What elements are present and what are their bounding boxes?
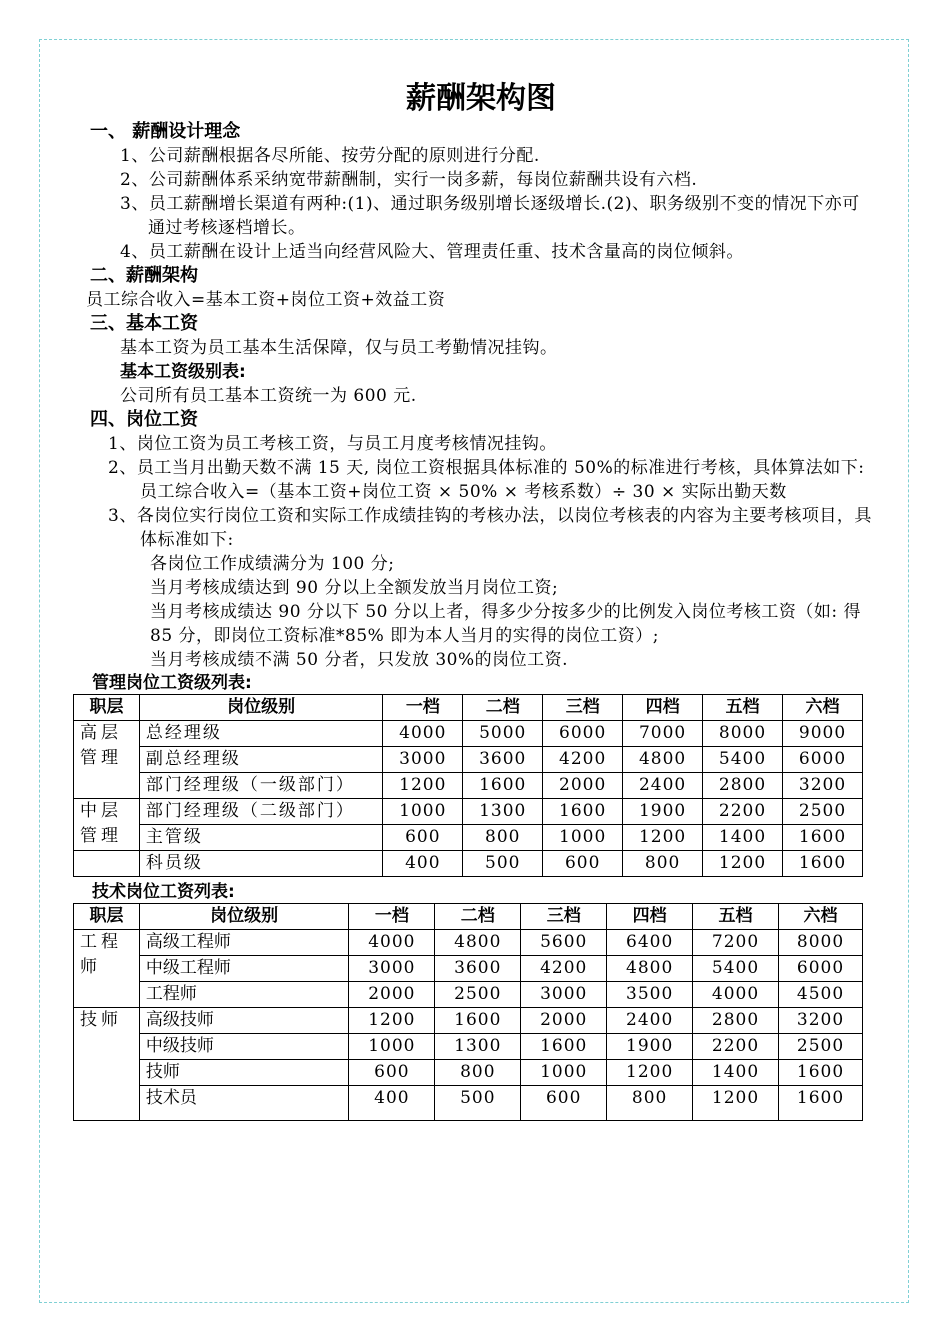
value-cell: 5400 xyxy=(703,747,783,773)
header-cell: 一档 xyxy=(349,904,435,930)
value-cell: 3200 xyxy=(779,1008,863,1034)
level-cell: 工程师 xyxy=(139,982,349,1008)
mgmt-salary-table xyxy=(73,694,863,877)
section-1-heading: 一、 薪酬设计理念 xyxy=(90,121,241,142)
value-cell: 2400 xyxy=(623,773,703,799)
table-row xyxy=(74,799,863,825)
value-cell: 1600 xyxy=(521,1034,607,1060)
header-cell: 四档 xyxy=(607,904,693,930)
group-cell: 工程师 xyxy=(74,930,140,1008)
value-cell: 2500 xyxy=(779,1034,863,1060)
value-cell: 1000 xyxy=(543,825,623,851)
table-row xyxy=(74,956,863,982)
section-4-item: 3、各岗位实行岗位工资和实际工作成绩挂钩的考核办法，以岗位考核表的内容为主要考核项目，具体标准如下: xyxy=(108,506,872,550)
tech-table-caption: 技术岗位工资列表: xyxy=(92,882,235,902)
page-title: 薪酬架构图 xyxy=(406,81,556,116)
value-cell: 600 xyxy=(521,1086,607,1121)
value-cell: 1200 xyxy=(693,1086,779,1121)
section-4-heading: 四、岗位工资 xyxy=(90,409,198,430)
header-cell: 一档 xyxy=(383,695,463,721)
value-cell: 5000 xyxy=(463,721,543,747)
header-cell: 二档 xyxy=(435,904,521,930)
section-3-heading: 三、基本工资 xyxy=(90,313,198,334)
value-cell: 1200 xyxy=(703,851,783,877)
level-cell: 部门经理级（一级部门） xyxy=(139,773,382,799)
header-cell: 三档 xyxy=(543,695,623,721)
value-cell: 2200 xyxy=(703,799,783,825)
level-cell: 技术员 xyxy=(139,1086,349,1121)
value-cell: 2500 xyxy=(783,799,863,825)
value-cell: 1200 xyxy=(383,773,463,799)
value-cell: 1900 xyxy=(623,799,703,825)
header-cell: 五档 xyxy=(703,695,783,721)
value-cell: 800 xyxy=(623,851,703,877)
level-cell: 中级工程师 xyxy=(139,956,349,982)
value-cell: 1000 xyxy=(383,799,463,825)
value-cell: 1000 xyxy=(349,1034,435,1060)
section-3-note: 公司所有员工基本工资统一为 600 元. xyxy=(120,386,417,406)
header-cell: 四档 xyxy=(623,695,703,721)
value-cell: 800 xyxy=(463,825,543,851)
value-cell: 2000 xyxy=(349,982,435,1008)
value-cell: 8000 xyxy=(779,930,863,956)
value-cell: 1200 xyxy=(349,1008,435,1034)
value-cell: 5600 xyxy=(521,930,607,956)
section-1-item: 3、员工薪酬增长渠道有两种:(1)、通过职务级别增长逐级增长.(2)、职务级别不变的情况下亦可通过考核逐档增长。 xyxy=(120,194,860,238)
value-cell: 1400 xyxy=(703,825,783,851)
rule-item: 当月考核成绩达 90 分以下 50 分以上者，得多少分按多少的比例发入岗位考核工资（如: 得 85 分，即岗位工资标准*85% 即为本人当月的实得的岗位工资）; xyxy=(150,602,862,646)
table-row xyxy=(74,1034,863,1060)
tech-salary-table xyxy=(73,903,863,1121)
value-cell: 3600 xyxy=(435,956,521,982)
value-cell: 4000 xyxy=(693,982,779,1008)
value-cell: 4800 xyxy=(435,930,521,956)
table-row xyxy=(74,747,863,773)
value-cell: 7000 xyxy=(623,721,703,747)
value-cell: 5400 xyxy=(693,956,779,982)
header-cell: 岗位级别 xyxy=(139,695,382,721)
section-4-item: 1、岗位工资为员工考核工资，与员工月度考核情况挂钩。 xyxy=(108,434,557,454)
value-cell: 1200 xyxy=(607,1060,693,1086)
value-cell: 1600 xyxy=(783,825,863,851)
header-cell: 六档 xyxy=(779,904,863,930)
section-1-item: 2、公司薪酬体系采纳宽带薪酬制，实行一岗多薪，每岗位薪酬共设有六档. xyxy=(120,170,698,190)
value-cell: 1400 xyxy=(693,1060,779,1086)
value-cell: 2800 xyxy=(703,773,783,799)
table-row xyxy=(74,1060,863,1086)
level-cell: 科员级 xyxy=(139,851,382,877)
value-cell: 1600 xyxy=(779,1086,863,1121)
value-cell: 2800 xyxy=(693,1008,779,1034)
value-cell: 4800 xyxy=(623,747,703,773)
table-row xyxy=(74,773,863,799)
value-cell: 6000 xyxy=(779,956,863,982)
value-cell: 3000 xyxy=(349,956,435,982)
value-cell: 4000 xyxy=(349,930,435,956)
mgmt-table-caption: 管理岗位工资级列表: xyxy=(92,673,252,693)
value-cell: 1600 xyxy=(779,1060,863,1086)
value-cell: 9000 xyxy=(783,721,863,747)
value-cell: 3500 xyxy=(607,982,693,1008)
value-cell: 8000 xyxy=(703,721,783,747)
salary-formula: 员工综合收入=基本工资+岗位工资+效益工资 xyxy=(86,290,446,310)
value-cell: 6000 xyxy=(543,721,623,747)
table-row xyxy=(74,1086,863,1121)
value-cell: 6400 xyxy=(607,930,693,956)
table-row xyxy=(74,825,863,851)
group-cell: 中层管理 xyxy=(74,799,140,851)
level-cell: 中级技师 xyxy=(139,1034,349,1060)
header-cell: 三档 xyxy=(521,904,607,930)
level-cell: 高级技师 xyxy=(139,1008,349,1034)
value-cell: 7200 xyxy=(693,930,779,956)
header-cell: 岗位级别 xyxy=(139,904,349,930)
value-cell: 4000 xyxy=(383,721,463,747)
section-3-subheading: 基本工资级别表: xyxy=(120,362,246,382)
value-cell: 2000 xyxy=(543,773,623,799)
group-cell: 技师 xyxy=(74,1008,140,1121)
value-cell: 600 xyxy=(349,1060,435,1086)
rule-item: 当月考核成绩不满 50 分者，只发放 30%的岗位工资. xyxy=(150,650,569,670)
value-cell: 1300 xyxy=(435,1034,521,1060)
value-cell: 2000 xyxy=(521,1008,607,1034)
value-cell: 1000 xyxy=(521,1060,607,1086)
value-cell: 1200 xyxy=(623,825,703,851)
level-cell: 副总经理级 xyxy=(139,747,382,773)
document-body xyxy=(80,78,876,1121)
value-cell: 2500 xyxy=(435,982,521,1008)
table-row xyxy=(74,1008,863,1034)
rule-item: 当月考核成绩达到 90 分以上全额发放当月岗位工资; xyxy=(150,578,559,598)
value-cell: 1600 xyxy=(463,773,543,799)
value-cell: 3000 xyxy=(383,747,463,773)
value-cell: 800 xyxy=(607,1086,693,1121)
section-3-desc: 基本工资为员工基本生活保障，仅与员工考勤情况挂钩。 xyxy=(120,338,558,358)
value-cell: 400 xyxy=(383,851,463,877)
value-cell: 1900 xyxy=(607,1034,693,1060)
value-cell: 6000 xyxy=(783,747,863,773)
value-cell: 4800 xyxy=(607,956,693,982)
header-cell: 职层 xyxy=(74,695,140,721)
header-cell: 五档 xyxy=(693,904,779,930)
rule-item: 各岗位工作成绩满分为 100 分; xyxy=(150,554,395,574)
section-2-heading: 二、薪酬架构 xyxy=(90,265,198,286)
table-row xyxy=(74,851,863,877)
value-cell: 3600 xyxy=(463,747,543,773)
table-header-row xyxy=(74,695,863,721)
table-row xyxy=(74,721,863,747)
level-cell: 技师 xyxy=(139,1060,349,1086)
header-cell: 二档 xyxy=(463,695,543,721)
value-cell: 500 xyxy=(463,851,543,877)
value-cell: 1300 xyxy=(463,799,543,825)
header-cell: 六档 xyxy=(783,695,863,721)
value-cell: 4200 xyxy=(543,747,623,773)
section-1-item: 1、公司薪酬根据各尽所能、按劳分配的原则进行分配. xyxy=(120,146,540,166)
value-cell: 1600 xyxy=(543,799,623,825)
table-header-row xyxy=(74,904,863,930)
value-cell: 2200 xyxy=(693,1034,779,1060)
value-cell: 1600 xyxy=(435,1008,521,1034)
value-cell: 500 xyxy=(435,1086,521,1121)
value-cell: 400 xyxy=(349,1086,435,1121)
table-row xyxy=(74,982,863,1008)
value-cell: 4500 xyxy=(779,982,863,1008)
table-row xyxy=(74,930,863,956)
section-1-item: 4、员工薪酬在设计上适当向经营风险大、管理责任重、技术含量高的岗位倾斜。 xyxy=(120,242,744,262)
level-cell: 总经理级 xyxy=(139,721,382,747)
value-cell: 1600 xyxy=(783,851,863,877)
group-cell: 高层管理 xyxy=(74,721,140,799)
value-cell: 3200 xyxy=(783,773,863,799)
level-cell: 高级工程师 xyxy=(139,930,349,956)
value-cell: 3000 xyxy=(521,982,607,1008)
value-cell: 800 xyxy=(435,1060,521,1086)
value-cell: 4200 xyxy=(521,956,607,982)
value-cell: 600 xyxy=(383,825,463,851)
group-cell-empty xyxy=(74,851,140,877)
section-4-item: 2、员工当月出勤天数不满 15 天, 岗位工资根据具体标准的 50%的标准进行考核，具体算法如下: 员工综合收入=（基本工资+岗位工资 × 50% × 考核系数）÷ 30 × 实际出勤天数 xyxy=(108,458,865,502)
level-cell: 主管级 xyxy=(139,825,382,851)
header-cell: 职层 xyxy=(74,904,140,930)
level-cell: 部门经理级（二级部门） xyxy=(139,799,382,825)
value-cell: 2400 xyxy=(607,1008,693,1034)
value-cell: 600 xyxy=(543,851,623,877)
